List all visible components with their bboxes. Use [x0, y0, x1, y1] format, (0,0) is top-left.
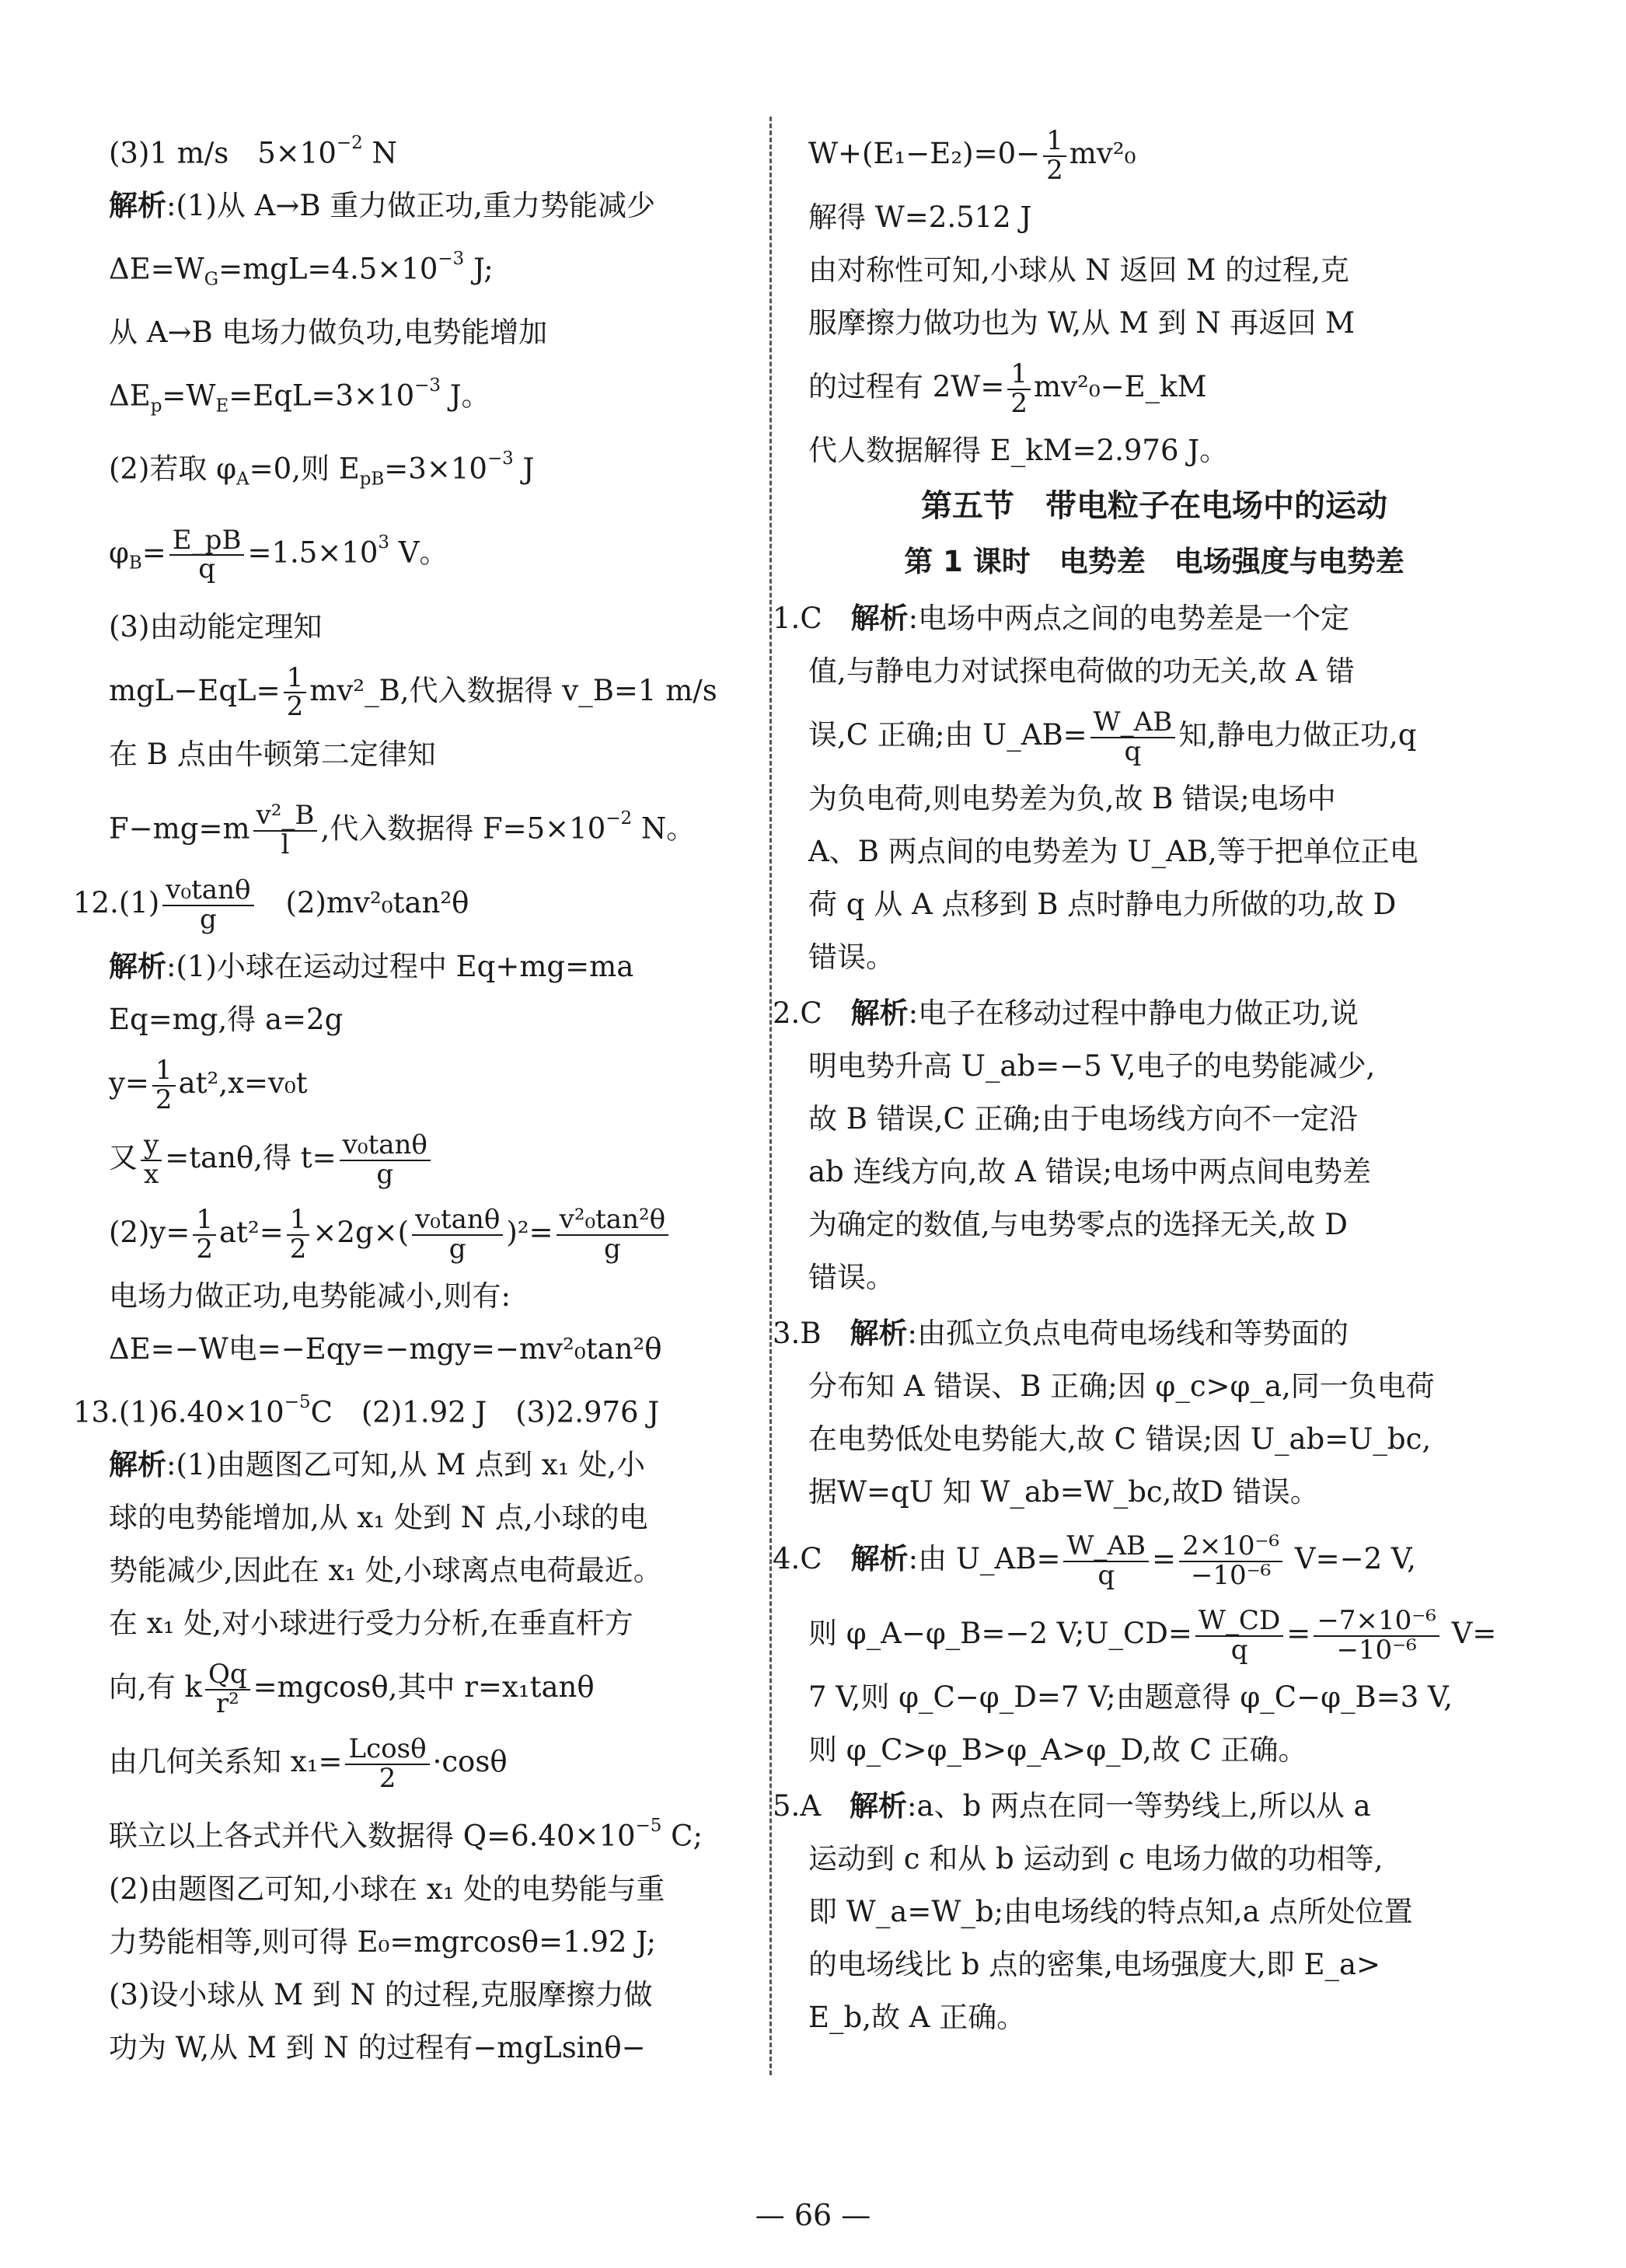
fraction: [284, 661, 307, 723]
item-line: 故 B 错误,C 正确;由于电场线方向不一定沿: [808, 1102, 1359, 1136]
question-number: 12.: [73, 886, 119, 920]
denominator: q: [1097, 1559, 1115, 1591]
text: =tanθ,得 t=: [165, 1141, 337, 1175]
text: :电场中两点之间的电势差是一个定: [908, 602, 1350, 635]
text: :电子在移动过程中静电力做正功,说: [908, 996, 1359, 1030]
text: p: [150, 396, 162, 417]
text: G: [204, 269, 219, 290]
text: J: [513, 452, 535, 486]
text: 又: [109, 1141, 138, 1175]
text: V=: [1442, 1617, 1497, 1650]
analysis-label: 解析: [850, 1542, 909, 1575]
fraction: [162, 874, 253, 935]
text: (2)y=: [109, 1216, 190, 1250]
q11-analysis-line: [109, 180, 746, 232]
numerator: 1: [193, 1206, 216, 1236]
text: 联立以上各式并代入数据得 Q=6.40×10: [109, 1819, 636, 1853]
text: 误,C 正确;由 U_AB=: [808, 718, 1087, 752]
denominator: 2: [196, 1233, 213, 1265]
item-line: 分布知 A 错误、B 正确;因 φ_c>φ_a,同一负电荷: [808, 1370, 1435, 1403]
denominator: 2: [289, 1233, 307, 1265]
item-line: 据W=qU 知 W_ab=W_bc,故D 错误。: [808, 1475, 1319, 1509]
text: =EqL=3×10: [229, 379, 415, 413]
q13-line: (2)由题图乙可知,小球在 x₁ 处的电势能与重: [109, 1872, 665, 1906]
q13-continued-line: [808, 117, 1500, 191]
numerator: Lcosθ: [345, 1736, 429, 1765]
q12-line: [109, 1121, 746, 1195]
fraction: [345, 1733, 429, 1794]
answer-item-3: [773, 1307, 1500, 1519]
q11-line: [109, 432, 746, 505]
item-line: [773, 987, 1500, 1040]
fraction: [1314, 1604, 1439, 1666]
text: =0,则 E: [249, 452, 360, 486]
text: y=: [109, 1066, 149, 1101]
text: mv²_B,代入数据得 v_B=1 m/s: [309, 673, 717, 707]
q13-continued-line: 代人数据解得 E_kM=2.976 J。: [808, 434, 1229, 467]
item-line: 在电势低处电势能大,故 C 错误;因 U_ab=U_bc,: [808, 1422, 1432, 1456]
analysis-label: 解析: [109, 1448, 166, 1482]
fraction: [141, 1129, 162, 1190]
numerator: W_AB: [1063, 1533, 1149, 1562]
q13-line: [109, 1799, 746, 1862]
numerator: −7×10⁻⁶: [1314, 1607, 1439, 1637]
numerator: v²_B: [253, 802, 318, 832]
section-title: 第五节 带电粒子在电场中的运动: [921, 488, 1387, 524]
denominator: q: [198, 553, 216, 585]
q11-line: (3)由动能定理知: [109, 609, 323, 644]
text: at²=: [218, 1216, 284, 1250]
answer-choice: C: [800, 996, 822, 1030]
item-line: 错误。: [808, 1261, 895, 1294]
question-number: 2.: [773, 996, 801, 1030]
text: V=−2 V,: [1286, 1542, 1416, 1575]
text: −5: [635, 1816, 662, 1837]
denominator: q: [1124, 735, 1142, 767]
denominator: g: [199, 903, 217, 935]
q13-continued-line: 解得 W=2.512 J: [808, 201, 1032, 234]
item-line: 7 V,则 φ_C−φ_D=7 V;由题意得 φ_C−φ_B=3 V,: [808, 1680, 1453, 1714]
text: ×2g×(: [312, 1216, 410, 1250]
item-line: [773, 1780, 1500, 1833]
answer-item-5: [773, 1780, 1500, 2044]
column-divider: [769, 117, 772, 2075]
fraction: [193, 1203, 216, 1265]
text: (2)mv²₀tan²θ: [256, 886, 469, 920]
text: 由几何关系知 x₁=: [109, 1745, 343, 1779]
text: ,代入数据得 F=5×10: [320, 811, 606, 846]
text: N: [362, 136, 397, 170]
answer-item-4: [773, 1522, 1500, 1777]
text: (2)若取 φ: [109, 452, 237, 486]
text: :(1)由题图乙可知,从 M 点到 x₁ 处,小: [166, 1448, 646, 1482]
item-line: 值,与静电力对试探电荷做的功无关,故 A 错: [808, 654, 1355, 688]
text: A: [236, 469, 249, 490]
item-line: [773, 1596, 1500, 1671]
text: φ: [109, 536, 129, 570]
text: 知,静电力做正功,q: [1178, 718, 1417, 752]
fraction: [1007, 358, 1031, 419]
text: C;: [661, 1819, 703, 1853]
item-line: E_b,故 A 正确。: [808, 2001, 1026, 2034]
q13-analysis-line: [109, 1439, 746, 1492]
q13-line: 在 x₁ 处,对小球进行受力分析,在垂直杆方: [109, 1607, 633, 1641]
q13-line: 功为 W,从 M 到 N 的过程有−mgLsinθ−: [109, 2030, 646, 2064]
fraction: [287, 1203, 310, 1265]
text: at²,x=v₀t: [178, 1066, 308, 1101]
text: :由孤立负点电荷电场线和等势面的: [907, 1317, 1349, 1350]
text: )²=: [506, 1216, 553, 1250]
q12-line: 电场力做正功,电势能减小,则有:: [109, 1279, 511, 1314]
fraction: [253, 799, 318, 860]
q12-analysis-line: [109, 940, 746, 993]
item-line: 荷 q 从 A 点移到 B 点时静电力所做的功,故 D: [808, 888, 1397, 921]
left-column: [73, 117, 746, 2074]
q11-line: 在 B 点由牛顿第二定律知: [109, 737, 436, 771]
q13-line: [109, 1725, 746, 1799]
text: C (2)1.92 J (3)2.976 J: [310, 1395, 660, 1429]
fraction: [1063, 1530, 1149, 1591]
fraction: [1195, 1604, 1283, 1666]
text: 则 φ_A−φ_B=−2 V;U_CD=: [808, 1617, 1192, 1650]
fraction: [1179, 1530, 1282, 1591]
denominator: 2: [1010, 387, 1028, 419]
text: −5: [284, 1392, 311, 1413]
page-number: — 66 —: [755, 2198, 871, 2232]
analysis-label: 解析: [109, 189, 166, 223]
analysis-label: 解析: [850, 1317, 908, 1350]
text: ΔE: [109, 379, 151, 413]
q13-line: [109, 1650, 746, 1725]
text: ·cosθ: [432, 1745, 508, 1779]
q11-answer-3: [109, 117, 746, 180]
q11-line: [109, 654, 746, 728]
text: −3: [414, 375, 441, 396]
numerator: Qq: [205, 1661, 250, 1691]
denominator: r²: [215, 1687, 239, 1719]
fraction: [412, 1203, 503, 1265]
text: (1)6.40×10: [118, 1395, 284, 1429]
denominator: 2: [155, 1083, 173, 1115]
item-line: [773, 592, 1500, 645]
fraction: [340, 1129, 431, 1190]
answer-choice: A: [800, 1789, 822, 1823]
question-number: 3.: [773, 1317, 801, 1350]
text: =: [141, 536, 166, 570]
text: F−mg=m: [109, 811, 250, 846]
q12-line: [109, 1195, 746, 1270]
text: B: [128, 553, 142, 574]
text: mgL−EqL=: [109, 673, 281, 707]
text: =1.5×10: [247, 536, 379, 570]
answer-choice: C: [800, 1542, 822, 1575]
item-line: ab 连线方向,故 A 错误;电场中两点间电势差: [808, 1155, 1371, 1188]
denominator: q: [1230, 1634, 1248, 1666]
question-number: 13.: [73, 1395, 119, 1429]
answer-item-2: [773, 987, 1500, 1304]
q13-line: 球的电势能增加,从 x₁ 处到 N 点,小球的电: [109, 1501, 648, 1535]
denominator: g: [603, 1233, 621, 1265]
item-line: 的电场线比 b 点的密集,电场强度大,即 E_a>: [808, 1948, 1381, 1981]
text: :由 U_AB=: [908, 1542, 1061, 1575]
fraction: [1043, 124, 1066, 186]
text: E: [215, 396, 229, 417]
q11-line: 从 A→B 电场力做负功,电势能增加: [109, 315, 548, 349]
text: :(1)从 A→B 重力做正功,重力势能减少: [166, 189, 656, 223]
text: −3: [438, 249, 465, 270]
numerator: 1: [284, 665, 307, 694]
text: =mgcosθ,其中 r=x₁tanθ: [253, 1670, 595, 1704]
answer-choice: C: [800, 602, 822, 635]
fraction: [152, 1054, 176, 1115]
item-line: 即 W_a=W_b;由电场线的特点知,a 点所处位置: [808, 1895, 1413, 1928]
numerator: W_AB: [1090, 709, 1176, 738]
text: (3)1 m/s 5×10: [109, 136, 337, 170]
q13-line: 势能减少,因此在 x₁ 处,小球离点电荷最近。: [109, 1554, 662, 1588]
fraction: [1090, 706, 1176, 767]
denominator: −10⁻⁶: [1336, 1634, 1417, 1666]
item-line: [773, 1522, 1500, 1596]
item-line: [773, 1307, 1500, 1360]
analysis-label: 解析: [850, 1789, 908, 1823]
q13-answer: [73, 1376, 746, 1439]
text: pB: [359, 469, 385, 490]
q13-line: (3)设小球从 M 到 N 的过程,克服摩擦力做: [109, 1977, 653, 2012]
fraction: [557, 1203, 669, 1265]
lesson-title: 第 1 课时 电势差 电场强度与电势差: [904, 545, 1404, 578]
numerator: 1: [152, 1057, 176, 1087]
item-line: 则 φ_C>φ_B>φ_A>φ_D,故 C 正确。: [808, 1733, 1307, 1767]
item-line: [773, 698, 1500, 773]
numerator: y: [141, 1132, 162, 1161]
text: =: [1286, 1617, 1311, 1650]
item-line: 错误。: [808, 940, 895, 974]
text: =W: [162, 379, 216, 413]
text: =: [1152, 1542, 1177, 1575]
denominator: l: [281, 829, 290, 860]
text: J。: [440, 379, 490, 413]
numerator: 2×10⁻⁶: [1179, 1533, 1282, 1562]
text: mv²₀−E_kM: [1034, 370, 1207, 403]
q12-answer: [73, 866, 746, 940]
numerator: v₀tanθ: [340, 1132, 431, 1161]
analysis-label: 解析: [850, 602, 909, 635]
q12-line: Eq=mg,得 a=2g: [109, 1003, 344, 1037]
text: (1): [118, 886, 160, 920]
q13-continued-line: 由对称性可知,小球从 N 返回 M 的过程,克: [808, 253, 1349, 287]
text: =mgL=4.5×10: [218, 252, 438, 286]
text: =3×10: [384, 452, 487, 486]
item-line: 为负电荷,则电势差为负,故 B 错误;电场中: [808, 782, 1336, 815]
q13-continued-line: [808, 350, 1500, 424]
answer-item-1: [773, 592, 1500, 984]
item-line: A、B 两点间的电势差为 U_AB,等于把单位正电: [808, 835, 1418, 868]
text: −2: [605, 808, 633, 829]
q11-line: [109, 232, 746, 305]
text: −2: [336, 133, 363, 153]
q12-line: [109, 1046, 746, 1121]
numerator: v₀tanθ: [162, 877, 253, 906]
item-line: 运动到 c 和从 b 运动到 c 电场力做的功相等,: [808, 1842, 1383, 1875]
denominator: 2: [1046, 154, 1063, 186]
text: :a、b 两点在同一等势线上,所以从 a: [907, 1789, 1371, 1823]
text: −3: [487, 448, 514, 469]
right-column: [773, 117, 1500, 2044]
text: J;: [464, 252, 494, 286]
text: 3: [378, 532, 389, 553]
denominator: g: [448, 1233, 466, 1265]
numerator: v₀tanθ: [412, 1206, 503, 1236]
q12-line: ΔE=−W电=−Eqy=−mgy=−mv²₀tan²θ: [109, 1332, 662, 1366]
numerator: E_pB: [169, 527, 245, 557]
item-line: 为确定的数值,与电势零点的选择无关,故 D: [808, 1208, 1348, 1241]
denominator: 2: [379, 1762, 396, 1794]
text: 的过程有 2W=: [808, 370, 1005, 403]
denominator: 2: [286, 691, 304, 723]
analysis-label: 解析: [109, 950, 166, 984]
text: mv²₀: [1069, 137, 1136, 170]
fraction: [169, 524, 245, 585]
denominator: g: [376, 1158, 394, 1190]
numerator: v²₀tan²θ: [557, 1206, 669, 1236]
fraction: [205, 1661, 250, 1718]
numerator: 1: [1007, 361, 1031, 390]
text: N。: [632, 811, 696, 846]
text: ΔE=W: [109, 252, 204, 286]
question-number: 4.: [773, 1542, 801, 1575]
numerator: 1: [287, 1206, 310, 1236]
numerator: 1: [1043, 127, 1066, 157]
q11-line: [109, 505, 746, 600]
denominator: −10⁻⁶: [1190, 1559, 1272, 1591]
text: :(1)小球在运动过程中 Eq+mg=ma: [166, 950, 634, 984]
question-number: 1.: [773, 602, 801, 635]
denominator: x: [144, 1158, 159, 1190]
q11-line: [109, 781, 746, 866]
q11-line: [109, 359, 746, 432]
item-line: 明电势升高 U_ab=−5 V,电子的电势能减少,: [808, 1049, 1376, 1083]
q13-line: 力势能相等,则可得 E₀=mgrcosθ=1.92 J;: [109, 1924, 657, 1959]
q13-continued-line: 服摩擦力做功也为 W,从 M 到 N 再返回 M: [808, 306, 1356, 340]
text: 向,有 k: [109, 1670, 202, 1704]
analysis-label: 解析: [850, 996, 909, 1030]
numerator: W_CD: [1195, 1607, 1283, 1637]
text: W+(E₁−E₂)=0−: [808, 137, 1041, 170]
question-number: 5.: [773, 1789, 801, 1823]
answer-choice: B: [800, 1317, 822, 1350]
text: V。: [389, 536, 448, 570]
